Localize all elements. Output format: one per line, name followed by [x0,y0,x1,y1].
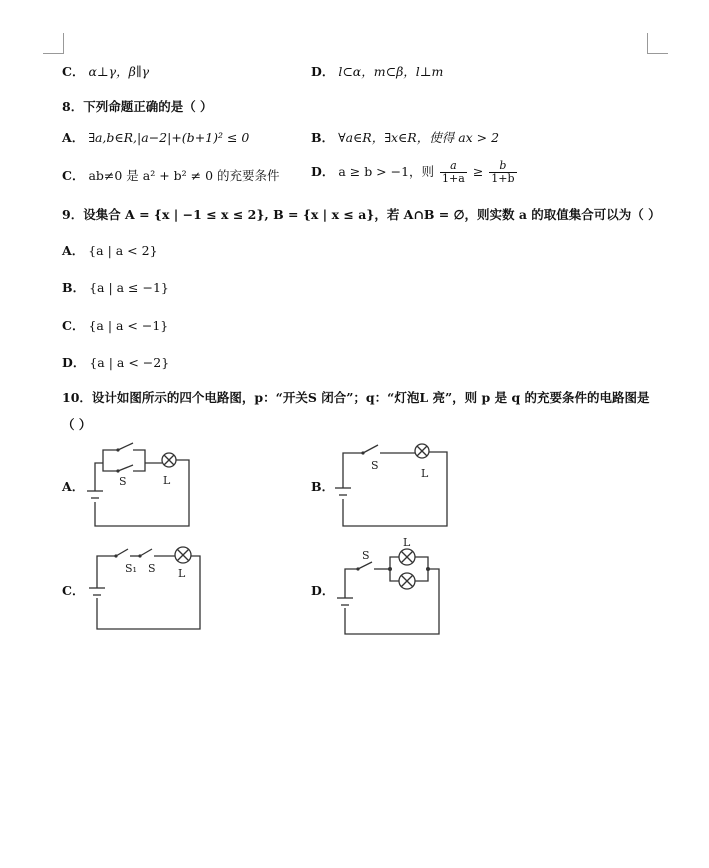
q8-option-d [311,160,519,185]
q9-option-c-label: C． [62,318,85,333]
q8-stem: 8．下列命题正确的是（ ） [62,99,213,114]
q10-option-c-label: C． [62,583,85,598]
q10-option-b-label: B． [311,479,335,494]
q8-option-d-fraction-a [440,160,467,185]
q7-option-d [311,64,443,80]
circuit-a-lamp-label: L [163,474,171,487]
q8-option-a-label: A． [62,130,85,145]
fraction-denominator: 1+b [491,172,515,185]
q8-option-c-label: C． [62,168,85,183]
q8-option-c-text: ab≠0 是 a² + b² ≠ 0 的充要条件 [88,168,280,183]
q7-option-c [62,64,149,80]
q8-option-b [311,130,499,146]
q9-option-d [62,355,169,371]
circuit-d-switch-label: S [362,549,370,562]
circuit-c-switch1-label: S₁ [125,562,137,575]
circuit-b-switch-label: S [371,459,379,472]
fraction-denominator: 1+a [442,172,465,185]
q7-option-d-label: D． [311,64,335,79]
q9-option-d-label: D． [62,355,86,370]
fraction-numerator: b [489,160,516,173]
circuit-diagram-d [336,536,448,641]
circuit-a-switch-label: S [119,475,127,488]
q9-option-a-text: {a | a < 2} [88,243,158,258]
circuit-b-lamp-label: L [421,467,429,480]
fraction-numerator: a [440,160,467,173]
q8-option-d-prefix: a ≥ b > −1，则 [338,164,435,179]
q8-option-b-label: B． [311,130,335,145]
q9-stem: 9．设集合 A = {x | −1 ≤ x ≤ 2}, B = {x | x ≤ a}，若 A∩B = ∅，则实数 a 的取值集合可以为（ ） [62,207,661,222]
circuit-c-switch-label: S [148,562,156,575]
corner-mark-top-left [43,33,64,54]
q8-option-a-text: ∃a,b∈R,|a−2|+(b+1)² ≤ 0 [88,130,250,145]
q7-option-c-text: α⊥γ，β∥γ [88,64,150,79]
circuit-diagram-a [85,438,195,533]
q9-option-c [62,318,168,334]
q10-stem: 10．设计如图所示的四个电路图，p：“开关S 闭合”；q：“灯泡L 亮”，则 p 是 q 的充要条件的电路图是 [62,390,650,405]
q9-option-d-text: {a | a < −2} [89,355,170,370]
q8-option-b-text: ∀a∈R，∃x∈R，使得 ax > 2 [338,130,500,145]
corner-mark-top-right [647,33,668,54]
q8-option-d-label: D． [311,164,335,179]
circuit-diagram-b [333,438,453,533]
q9-option-b-text: {a | a ≤ −1} [89,280,169,295]
circuit-d-lamp-label: L [403,536,411,549]
q9-option-a-label: A． [62,243,85,258]
q9-option-c-text: {a | a < −1} [88,318,169,333]
circuit-c-lamp-label: L [178,567,186,580]
q10-answer-paren: （ ） [62,417,92,432]
q10-option-a-label: A． [62,479,85,494]
q9-option-a [62,243,158,259]
q9-option-b-label: B． [62,280,86,295]
q10-option-d-label: D． [311,583,335,598]
q7-option-d-text: l⊂α，m⊂β，l⊥m [338,64,444,79]
q8-option-d-fraction-b [489,160,516,185]
q9-option-b [62,280,169,296]
q7-option-c-label: C． [62,64,85,79]
q8-option-a [62,130,249,146]
q8-option-c [62,168,280,184]
circuit-diagram-c [88,543,208,638]
q8-option-d-relation: ≥ [472,164,484,179]
